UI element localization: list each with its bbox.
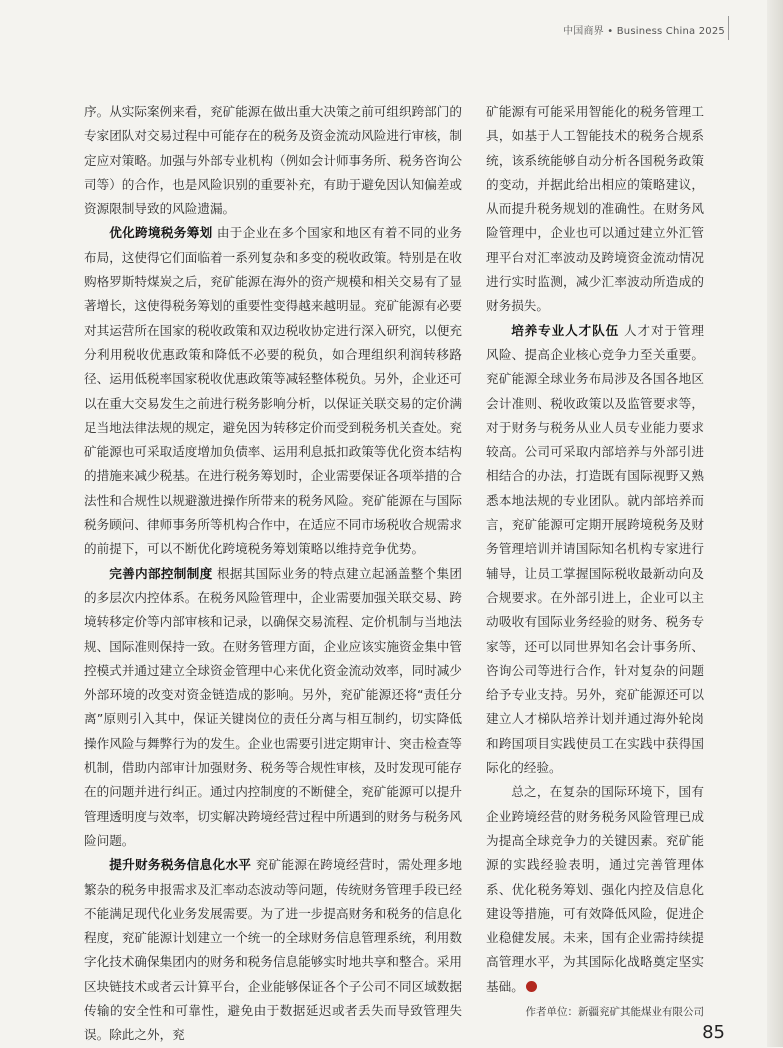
section-lead-tax-planning: 优化跨境税务筹划 xyxy=(109,225,213,241)
end-of-article-icon xyxy=(526,981,537,992)
page-edge-shadow xyxy=(767,0,783,1047)
paragraph-informatization xyxy=(84,853,462,1047)
section-lead-informatization: 提升财务税务信息化水平 xyxy=(109,857,252,873)
running-header: 中国商界 • Business China 2025 xyxy=(563,26,725,37)
section-lead-talent: 培养专业人才队伍 xyxy=(511,322,620,338)
paragraph-body: 兖矿能源在跨境经营时，需处理多地繁杂的税务申报需求及汇率动态波动等问题，传统财务管理手段已经不能满足现代化业务发展需要。为了进一步提高财务和税务的信息化程度，兖矿能源计划建立一个统一的全球财务信息管理系统，利用数字化技术确保集团内的财务和税务信息能够实时地共享和整合。采用区块链技术或者云计算平台，企业能够保证各个子公司不同区域数据传输的安全性和可靠性，避免由于数据延迟或者丢失而导致管理失误。除此之外，兖 xyxy=(84,857,462,1043)
section-lead-internal-control: 完善内部控制制度 xyxy=(109,565,213,581)
paragraph-body: 总之，在复杂的国际环境下，国有企业跨境经营的财务税务风险管理已成为提高全球竞争力的关键因素。兖矿能源的实践经验表明，通过完善管理体系、优化税务筹划、强化内控及信息化建设等措施，可有效降低风险，促进企业稳健发展。未来，国有企业需持续提高管理水平，为其国际化战略奠定坚实基础。 xyxy=(486,784,704,994)
header-divider xyxy=(728,16,729,40)
paragraph-conclusion xyxy=(486,780,704,999)
paragraph-internal-control xyxy=(84,562,462,854)
paragraph-body: 人才对于管理风险、提高企业核心竞争力至关重要。兖矿能源全球业务布局涉及各国各地区会计准则、税收政策以及监管要求等，对于财务与税务从业人员专业能力要求较高。公司可采取内部培养与外部引进相结合的办法，打造既有国际视野又熟悉本地法规的专业团队。就内部培养而言，兖矿能源可定期开展跨境税务及财务管理培训并请国际知名机构专家进行辅导，让员工掌握国际税收最新动向及合规要求。在外部引进上，企业可以主动吸收有国际业务经验的财务、税务专家等，还可以同世界知名会计事务所、咨询公司等进行合作，针对复杂的问题给予专业支持。另外，兖矿能源还可以建立人才梯队培养计划并通过海外轮岗和跨国项目实践使员工在实践中获得国际化的经验。 xyxy=(486,322,705,776)
page-number: 85 xyxy=(702,1022,725,1043)
paragraph-body: 根据其国际业务的特点建立起涵盖整个集团的多层次内控体系。在税务风险管理中，企业需要加强关联交易、跨境转移定价等内部审核和记录，以确保交易流程、定价机制与当地法规、国际准则保持一致。在财务管理方面，企业应该实施资金集中管控模式并通过建立全球资金管理中心来优化资金流动效率，同时减少外部环境的改变对资金链造成的影响。另外，兖矿能源还将“责任分离”原则引入其中，保证关键岗位的责任分离与相互制约，切实降低操作风险与舞弊行为的发生。企业也需要引进定期审计、突击检查等机制，借助内部审计加强财务、税务等合规性审核，及时发现可能存在的问题并进行纠正。通过内控制度的不断健全，兖矿能源可以提升管理透明度与效率，切实解决跨境经营过程中所遇到的财务与税务风险问题。 xyxy=(84,565,463,848)
left-column xyxy=(84,100,462,1048)
paragraph-talent xyxy=(486,319,704,781)
paragraph-continued: 序。从实际案例来看，兖矿能源在做出重大决策之前可组织跨部门的专家团队对交易过程中可能存在的税务及资金流动风险进行审核，制定应对策略。加强与外部专业机构（例如会计师事务所、税务咨询公司等）的合作，也是风险识别的重要补充，有助于避免因认知偏差或资源限制导致的风险遗漏。 xyxy=(84,104,462,217)
paragraph-body: 由于企业在多个国家和地区有着不同的业务布局，这使得它们面临着一系列复杂和多变的税收政策。特别是在收购格罗斯特煤炭之后，兖矿能源在海外的资产规模和相关交易有了显著增长，这使得税务筹划的重要性变得越来越明显。兖矿能源有必要对其运营所在国家的税收政策和双边税收协定进行深入研究，以便充分利用税收优惠政策和降低不必要的税负，如合理组织利润转移路径、运用低税率国家税收优惠政策等减轻整体税负。另外，企业还可以在重大交易发生之前进行税务影响分析，以保证关联交易的定价满足当地法律法规的规定，避免因为转移定价而受到税务机关查处。兖矿能源也可采取适度增加负债率、运用利息抵扣政策等优化资本结构的措施来减少税基。在进行税务筹划时，企业需要保证各项举措的合法性和合规性以规避激进操作所带来的税务风险。兖矿能源在与国际税务顾问、律师事务所等机构合作中，在适应不同市场税收合规需求的前提下，可以不断优化跨境税务筹划策略以维持竞争优势。 xyxy=(84,225,463,557)
paragraph-tax-planning xyxy=(84,221,462,561)
right-column xyxy=(486,100,704,1021)
author-affiliation: 作者单位：新疆兖矿其能煤业有限公司 xyxy=(525,1005,704,1018)
paragraph-continued-right: 矿能源有可能采用智能化的税务管理工具，如基于人工智能技术的税务合规系统，该系统能够自动分析各国税务政策的变动，并据此给出相应的策略建议，从而提升税务规划的准确性。在财务风险管理中，企业也可以通过建立外汇管理平台对汇率波动及跨境资金流动情况进行实时监测，减少汇率波动所造成的财务损失。 xyxy=(486,104,704,314)
